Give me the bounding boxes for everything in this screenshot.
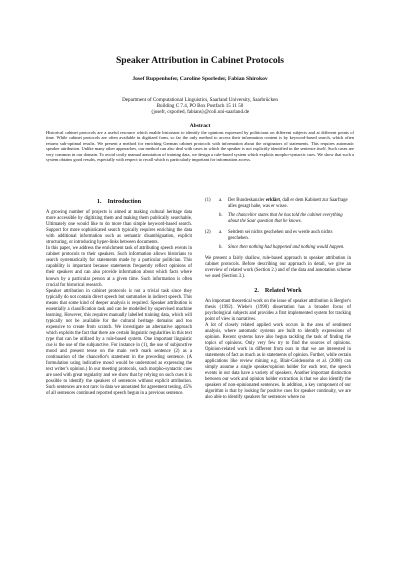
example-letter: a. xyxy=(219,198,223,203)
affiliation-emails: {josefr, csporled, fabians}@coli.uni-saarland.de xyxy=(150,109,250,116)
paragraph: An important theoretical work on the issue of speaker attribution is Bergler's thesis (1992). Wiebe's (1990) dissertation has a broader focus of psychological subjects and provides a first implemented system for tracking point of view in narratives. xyxy=(205,298,351,322)
affiliation-block xyxy=(30,97,370,116)
example-letter: b. xyxy=(219,213,223,219)
paragraph: In this paper, we address the enrichment task of attributing speech events in cabinet protocols to their speakers. Such information allows historians to search systematically for statements made by a particular politician. This capability is important because statements frequently reflect opinions of their speakers and can also provide information about which facts where known by a particular person at a given time. Such information is often crucial for historical research. xyxy=(46,246,192,288)
example-1b xyxy=(205,213,351,225)
example-translation: The chancellor states that he has told the cabinet everything about the Saar question that he knows. xyxy=(228,213,343,225)
left-column xyxy=(46,198,192,397)
example-2b xyxy=(205,245,351,251)
right-column xyxy=(205,198,351,401)
affiliation-department: Department of Computational Linguistics, Saarland University, Saarbrücken xyxy=(122,97,278,103)
paragraph: We present a fairly shallow, rule-based approach to speaker attribution in cabinet protocols. Before describing our approach in detail, we give an overview of related work (Section 2.) and of the data and annotation scheme we used (Section 3.). xyxy=(205,256,351,280)
section-title: Related Work xyxy=(264,286,302,294)
example-number: (2) xyxy=(205,230,211,236)
section-title: Introduction xyxy=(107,198,142,205)
example-2a xyxy=(205,230,351,242)
section-heading-introduction xyxy=(46,198,192,206)
paper-title: Speaker Attribution in Cabinet Protocols xyxy=(115,55,285,66)
paragraph: A growing number of projects is aimed at making cultural heritage data more accessible by digitizing them and making them publically searchable. Ultimately one would like to do more than simple keyword-based search. Support for more sophisticated search typically requires enriching the data with additional information such as semantic disambiguation, explicit structuring, or introducing hyper-links between documents. xyxy=(46,210,192,246)
section-number: 1. xyxy=(96,198,102,205)
section-heading-related-work xyxy=(205,287,351,295)
example-number: (1) xyxy=(205,198,211,203)
example-highlight: erklärt xyxy=(265,198,280,203)
example-text: Seitdem sei nichts geschehen und es werde auch nichts geschehen. xyxy=(228,230,333,242)
section-number: 2. xyxy=(254,286,259,294)
paragraph: Speaker attribution in cabinet protocols is not a trivial task since they typically do not contain direct speech but summaries in indirect speech. This means that some kind of deeper analysis is required. Speaker attribution is essentially a classification task and can be modelled by supervised machine learning. However, this requires manually labelled training data, which will typically not be available for the cultural heritage domains and too expensive to create from scratch. We investigate an alternative approach which exploits the fact that there are certain linguistic regularities in this text type that can be utilized by a rule-based system. One important linguistic cue is the use of the subjunctive. For instance in (1), the use of subjunctive mood and present tense on the main verb mark sentence (2) as a continuation of the chancellor's statement in the preceding sentence. (A formulation using indicative mood would be understood as expressing the text writer's opinion.) In our meeting protocols, such morpho-syntactic cues are used with great regularity and we show that by relying on such cues it is possible to identify the speakers of sentences without explicit attribution. Such sentences are not rare: in data we annotated for agreement testing, 45% of all sentences continued reported speech begun in a previous sentence. xyxy=(46,288,193,397)
example-text xyxy=(228,198,351,210)
example-text-start: Der Bundeskanzler xyxy=(228,198,266,203)
example-letter: b. xyxy=(219,245,223,251)
example-1a xyxy=(205,198,351,210)
example-text-end: , daß er dem Kabinett zur Saarfrage alles gesagt habe, was er wisse. xyxy=(228,198,348,210)
affiliation-address: Building C 7.4, PO Box Postfach 15 11 50 xyxy=(156,103,244,110)
abstract-heading: Abstract xyxy=(189,123,211,129)
author-list: Josef Ruppenhofer, Caroline Sporleder, Fabian Shirokov xyxy=(132,76,268,82)
abstract-text: Historical cabinet protocols are a useful resource which enable historians to identify the opinions expressed by politicians on different subjects and at different points of time. While cabinet protocols are often available in digitized form, so far the only method to access their information content is by keyword-based search, which often returns sub-optimal results. We present a method for enriching German cabinet protocols with information about the originators of statements. This requires automatic speaker attribution. Unlike many other approaches, our method can also deal with cases in which the speaker is not explicitly identified in the sentence itself. Such cases are very common in our domain. To avoid costly manual annotation of training data, we design a rule-based system which exploits morpho-syntactic cues. We show that such a system obtains good results, especially with respect to recall which is particularly important for information access. xyxy=(46,130,354,163)
example-translation: Since then nothing had happened and nothing would happen. xyxy=(228,245,345,251)
paragraph: A lot of closely related applied work occurs in the area of sentiment analysis, where automatic systems are built to identify expressions of opinion. Recent systems have also begun tackling the task of finding the topics of opinions. Only very few try to find the sources of opinions. Opinion-related work in different from ours in that we are interested in statements of fact as much as in statements of opinion. Further, while certain applications like review mining e.g. Blair-Goldensohn et al. (2008) can simply assume a single speaker/opinion holder for each text, the speech events in our data have a variety of speakers. Another important distinction between our work and opinion holder extraction is that we also identify the speakers of non-opinionated sentences. In addition, a key component of our algorithm is that by looking for positive cues for speaker continuity, we are also able to identify speakers for sentences where no xyxy=(205,322,351,401)
example-letter: a. xyxy=(219,230,223,236)
